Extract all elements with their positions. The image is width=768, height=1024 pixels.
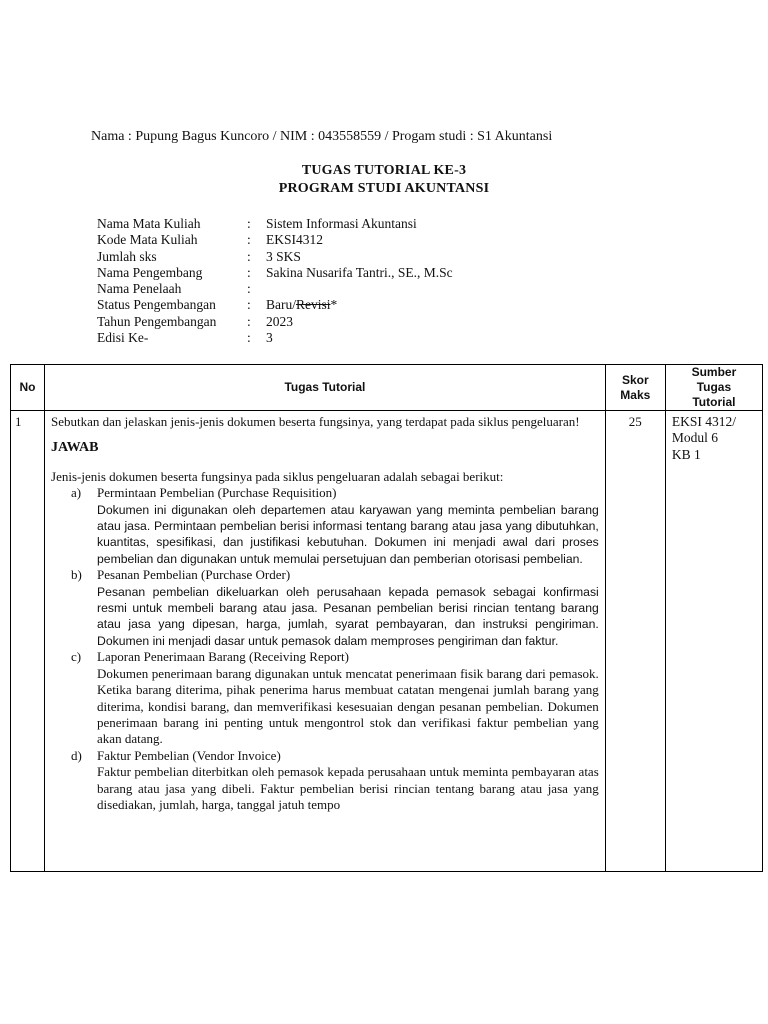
info-label: Status Pengembangan <box>97 297 216 313</box>
info-label: Nama Mata Kuliah <box>97 216 201 231</box>
status-new: Baru/ <box>266 297 296 313</box>
info-label: Kode Mata Kuliah <box>97 232 198 248</box>
list-item <box>51 748 599 814</box>
info-row-development-year <box>97 314 453 330</box>
item-heading <box>51 567 599 583</box>
info-label: Tahun Pengembangan <box>97 313 217 329</box>
info-value <box>266 297 337 313</box>
item-heading <box>51 649 599 665</box>
course-info-block <box>97 216 453 346</box>
info-row-development-status <box>97 297 453 313</box>
status-revision-struck: Revisi <box>296 297 331 313</box>
table-row <box>11 411 763 872</box>
tutorial-task-table <box>10 364 763 872</box>
info-colon: : <box>247 281 251 297</box>
item-letter: b) <box>71 567 82 583</box>
info-colon: : <box>247 264 251 280</box>
info-colon: : <box>247 297 251 313</box>
header-max-score-line1: Skor <box>621 372 649 387</box>
source-line1: EKSI 4312/ <box>671 414 736 429</box>
list-item <box>51 649 599 747</box>
document-subtitle: PROGRAM STUDI AKUNTANSI <box>278 181 490 196</box>
info-label: Jumlah sks <box>97 248 157 264</box>
info-colon: : <box>247 216 251 231</box>
task-content <box>45 411 606 872</box>
document-title: TUGAS TUTORIAL KE-3 <box>301 163 467 178</box>
answer-heading: JAWAB <box>51 440 99 456</box>
info-value: 3 SKS <box>266 248 301 264</box>
list-item <box>51 567 599 649</box>
info-value: 2023 <box>266 313 293 329</box>
list-item <box>51 485 599 567</box>
item-body: Faktur pembelian diterbitkan oleh pemasok kepada perusahaan untuk meminta pembayaran atas barang atau jasa yang dibeli. Faktur pembelian berisi rincian tentang barang atau jasa yang disediakan, jumlah, harga, tanggal jatuh tempo <box>97 764 599 812</box>
item-body: Dokumen penerimaan barang digunakan untuk mencatat penerimaan fisik barang dari pemasok. Ketika barang diterima, pihak penerima harus membuat catatan mengenai jumlah barang yang diterima, kondisi barang, dan memverifikasi kesesuaian dengan pesanan pembelian. Dokumen penerimaan barang ini penting untuk mengontrol stok dan verifikasi faktur pembelian yang akan datang. <box>97 665 599 747</box>
source-cell <box>665 411 762 872</box>
info-value: EKSI4312 <box>266 232 323 248</box>
info-value: 3 <box>266 330 273 346</box>
info-colon: : <box>247 248 251 264</box>
header-source-line1: Sumber <box>691 365 737 379</box>
item-letter: a) <box>71 485 82 501</box>
source-line2: Modul 6 <box>671 430 718 446</box>
item-heading <box>51 485 599 501</box>
item-title: Permintaan Pembelian (Purchase Requisition) <box>97 485 337 501</box>
header-no: No <box>11 365 45 411</box>
source-line3: KB 1 <box>671 446 701 462</box>
item-title: Pesanan Pembelian (Purchase Order) <box>97 567 291 583</box>
table-header-row <box>11 365 763 411</box>
row-number: 1 <box>11 411 45 872</box>
item-letter: c) <box>71 649 82 665</box>
item-heading <box>51 748 599 764</box>
info-row-edition <box>97 330 453 346</box>
max-score-value: 25 <box>605 411 665 872</box>
info-colon: : <box>247 232 251 248</box>
info-value: Sistem Informasi Akuntansi <box>266 216 417 231</box>
info-label: Nama Pengembang <box>97 264 203 280</box>
student-identity-line: Nama : Pupung Bagus Kuncoro / NIM : 043558559 / Progam studi : S1 Akuntansi <box>91 129 553 144</box>
info-row-credits <box>97 249 453 265</box>
info-label: Nama Penelaah <box>97 281 182 297</box>
info-colon: : <box>247 330 251 346</box>
question-text: Sebutkan dan jelaskan jenis-jenis dokumen beserta fungsinya, yang terdapat pada siklus pengeluaran! <box>51 414 580 429</box>
info-row-developer <box>97 265 453 281</box>
info-row-reviewer <box>97 281 453 297</box>
header-task: Tugas Tutorial <box>45 365 606 411</box>
item-title: Faktur Pembelian (Vendor Invoice) <box>97 747 281 763</box>
header-max-score <box>605 365 665 411</box>
item-body: Pesanan pembelian dikeluarkan oleh perusahaan kepada pemasok sebagai konfirmasi resmi untuk membeli barang atau jasa. Pesanan pembelian berisi rincian tentang barang atau jasa yang dipesan, harga, jumlah, syarat pembayaran, dan instruksi pengiriman. Dokumen ini menjadi dasar untuk pemasok dalam memproses pengiriman dan faktur. <box>97 584 599 648</box>
header-source <box>665 365 762 411</box>
header-max-score-line2: Maks <box>620 387 651 402</box>
info-value: Sakina Nusarifa Tantri., SE., M.Sc <box>266 264 453 280</box>
status-asterisk: * <box>330 297 338 313</box>
item-letter: d) <box>71 747 82 763</box>
info-row-course-name <box>97 216 453 232</box>
info-row-course-code <box>97 232 453 248</box>
info-label: Edisi Ke- <box>97 330 149 346</box>
item-title: Laporan Penerimaan Barang (Receiving Report) <box>97 649 349 665</box>
header-source-line2: Tugas <box>696 380 732 394</box>
item-body: Dokumen ini digunakan oleh departemen atau karyawan yang meminta pembelian barang atau jasa. Permintaan pembelian berisi informasi tentang barang atau jasa yang dibutuhkan, kuantitas, spesifikasi, dan justifikasi kebutuhan. Dokumen ini menjadi awal dari proses pembelian dan digunakan untuk memulai persetujuan dan pemberian otorisasi pembelian. <box>97 502 599 566</box>
answer-intro: Jenis-jenis dokumen beserta fungsinya pada siklus pengeluaran adalah sebagai berikut: <box>51 468 504 484</box>
info-colon: : <box>247 313 251 329</box>
header-source-line3: Tutorial <box>692 395 736 409</box>
